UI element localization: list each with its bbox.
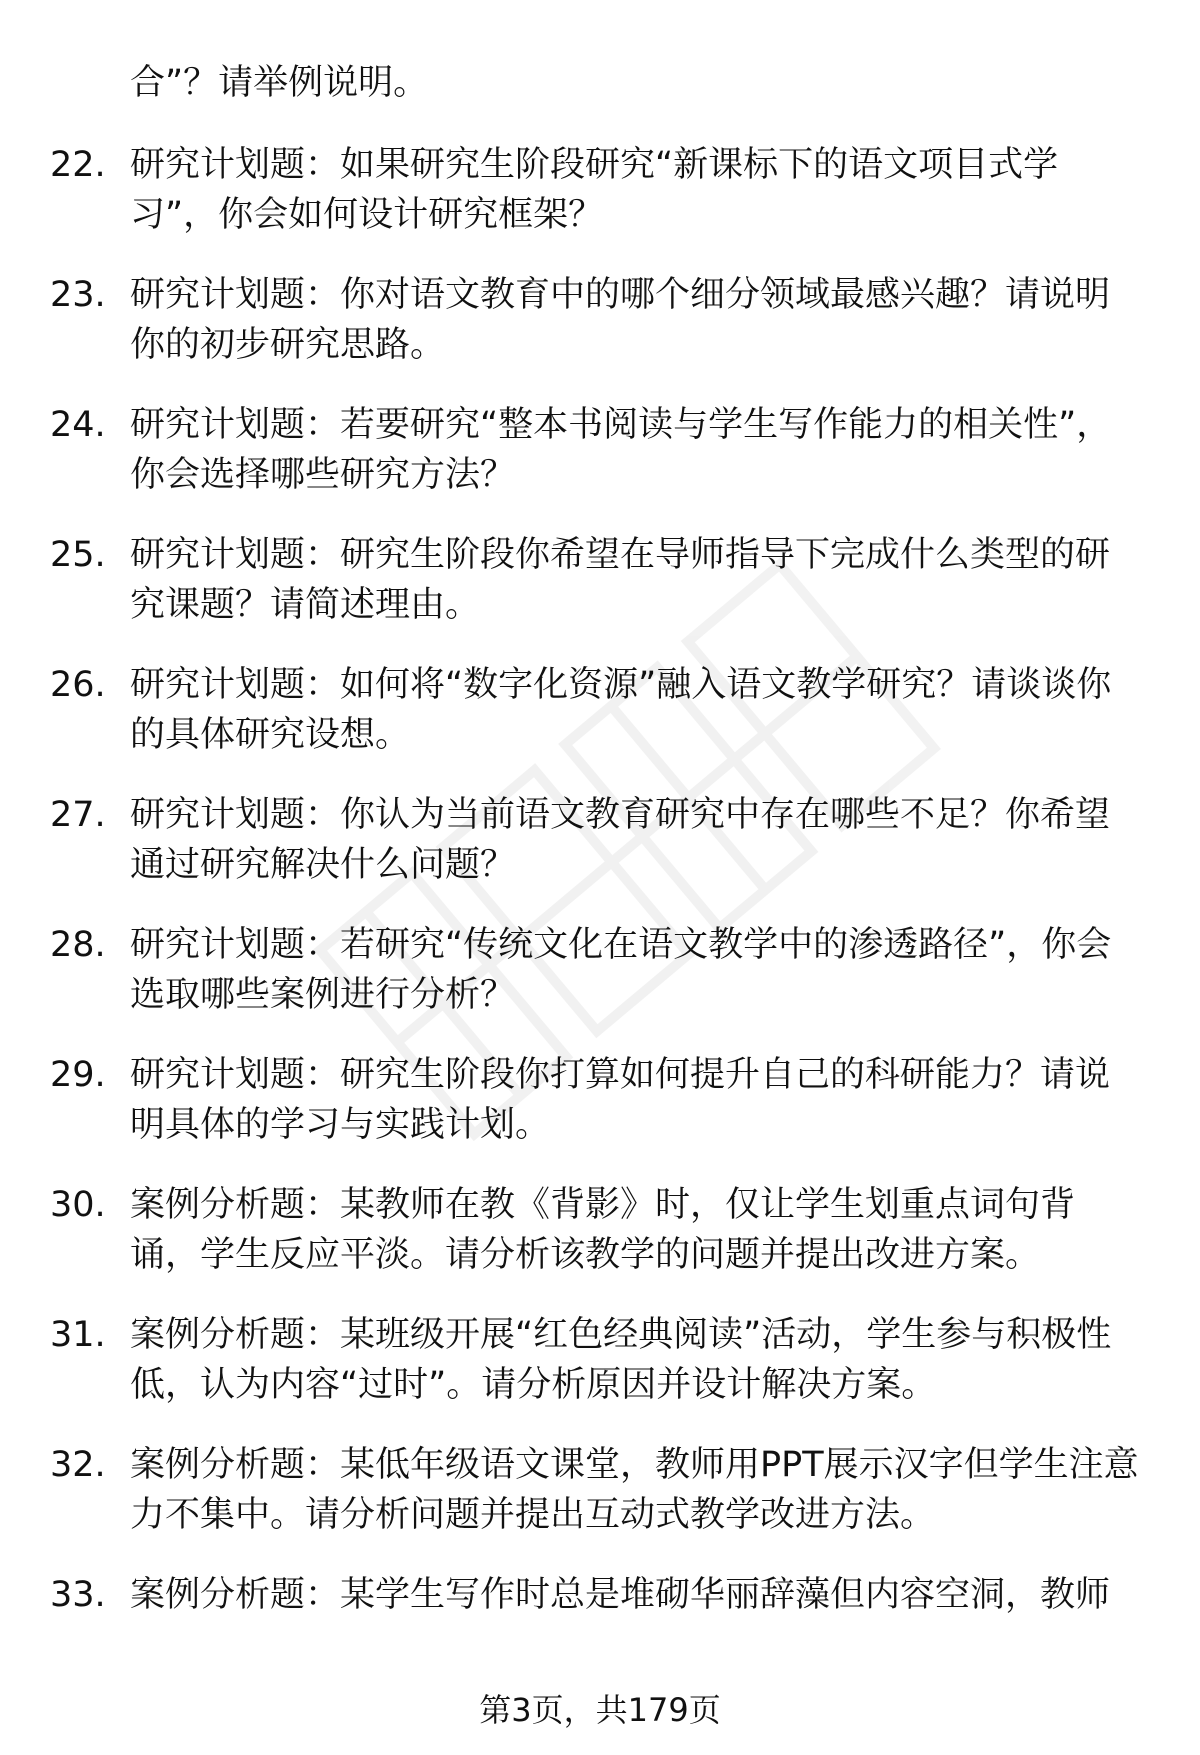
question-text: 研究计划题：你认为当前语文教育研究中存在哪些不足？你希望通过研究解决什么问题？	[130, 795, 1111, 885]
question-item	[0, 1440, 1200, 1540]
question-number: 27.	[50, 795, 106, 835]
question-item	[0, 530, 1200, 630]
question-list	[0, 140, 1200, 1700]
question-text: 案例分析题：某学生写作时总是堆砌华丽辞藻但内容空洞，教师	[130, 1575, 1111, 1615]
question-text: 案例分析题：某低年级语文课堂，教师用PPT展示汉字但学生注意力不集中。请分析问题并提出互动式教学改进方法。	[130, 1445, 1139, 1535]
question-text: 研究计划题：如果研究生阶段研究“新课标下的语文项目式学习”，你会如何设计研究框架？	[130, 145, 1059, 235]
question-item	[0, 140, 1200, 240]
question-number: 30.	[50, 1185, 106, 1225]
question-item	[0, 270, 1200, 370]
question-text: 案例分析题：某教师在教《背影》时，仅让学生划重点词句背诵，学生反应平淡。请分析该教学的问题并提出改进方案。	[130, 1185, 1076, 1275]
question-number: 25.	[50, 535, 106, 575]
question-number: 29.	[50, 1055, 106, 1095]
question-number: 22.	[50, 145, 106, 185]
question-text: 研究计划题：研究生阶段你打算如何提升自己的科研能力？请说明具体的学习与实践计划。	[130, 1055, 1111, 1145]
question-item	[0, 1310, 1200, 1410]
question-number: 23.	[50, 275, 106, 315]
question-text: 研究计划题：若研究“传统文化在语文教学中的渗透路径”，你会选取哪些案例进行分析？	[130, 925, 1112, 1015]
question-item	[0, 400, 1200, 500]
question-number: 32.	[50, 1445, 106, 1485]
question-number: 24.	[50, 405, 106, 445]
question-item	[0, 1570, 1200, 1670]
continuation-text: 合”？请举例说明。	[130, 63, 429, 103]
question-text: 研究计划题：研究生阶段你希望在导师指导下完成什么类型的研究课题？请简述理由。	[130, 535, 1111, 625]
question-text: 研究计划题：你对语文教育中的哪个细分领域最感兴趣？请说明你的初步研究思路。	[130, 275, 1111, 365]
question-item	[0, 1180, 1200, 1280]
question-text: 研究计划题：若要研究“整本书阅读与学生写作能力的相关性”，你会选择哪些研究方法？	[130, 405, 1112, 495]
question-number: 26.	[50, 665, 106, 705]
question-number: 31.	[50, 1315, 106, 1355]
question-number: 33.	[50, 1575, 106, 1615]
question-item	[0, 920, 1200, 1020]
question-text: 案例分析题：某班级开展“红色经典阅读”活动，学生参与积极性低，认为内容“过时”。请分析原因并设计解决方案。	[130, 1315, 1112, 1405]
page-footer: 第3页，共179页	[479, 1691, 721, 1729]
question-item	[0, 790, 1200, 890]
question-number: 28.	[50, 925, 106, 965]
question-item	[0, 660, 1200, 760]
question-item	[0, 1050, 1200, 1150]
question-text: 研究计划题：如何将“数字化资源”融入语文教学研究？请谈谈你的具体研究设想。	[130, 665, 1112, 755]
